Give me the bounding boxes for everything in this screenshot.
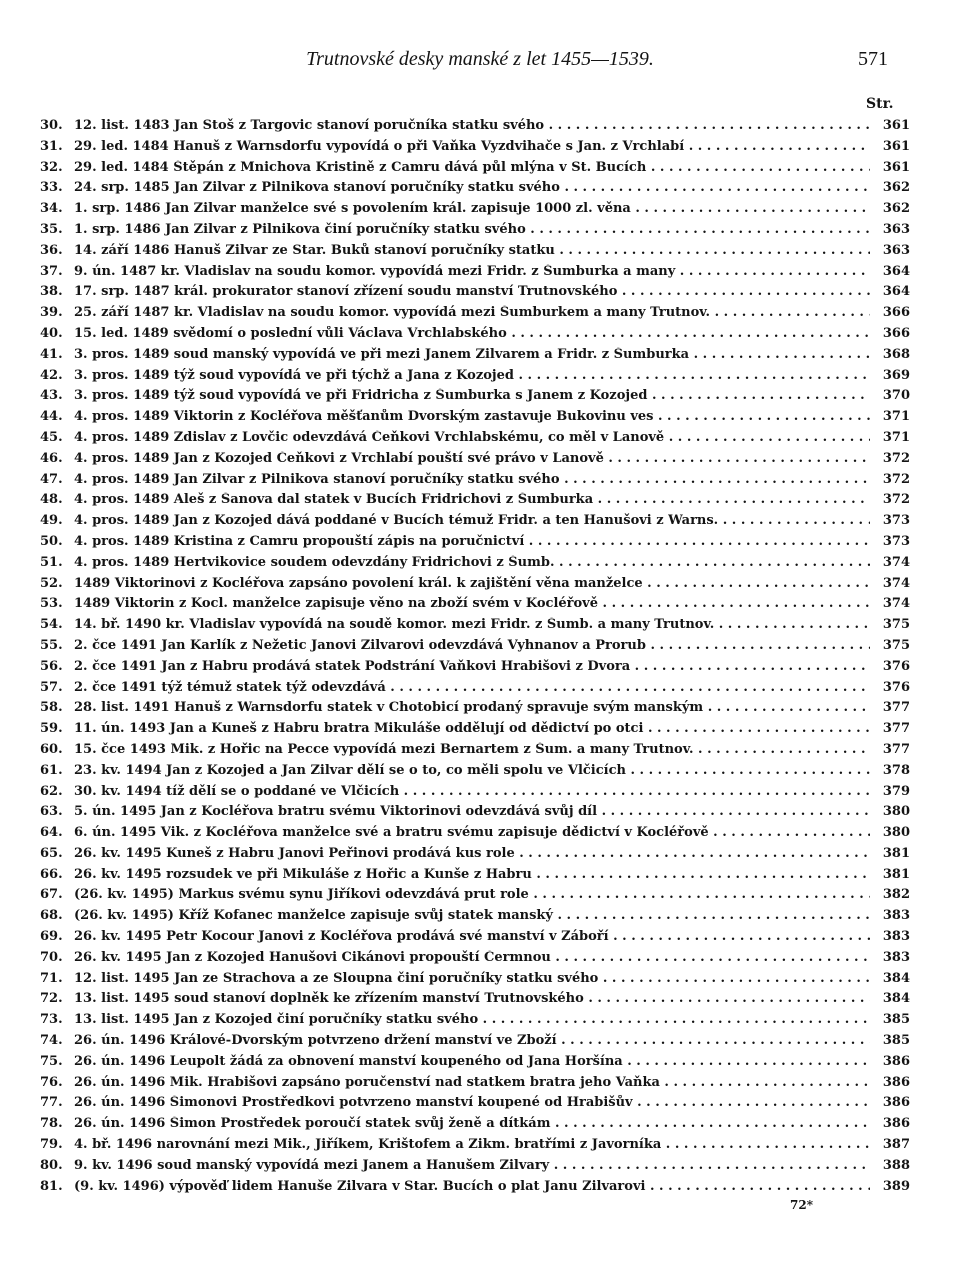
entry-text: 11. ún. 1493 Jan a Kuneš z Habru bratra Mikuláše oddělují od dědictví po otci . . . [74,721,870,736]
entry-row [40,472,910,493]
entry-row [40,305,910,326]
entry-page: 361 [882,159,910,175]
entry-row [40,118,910,139]
entry-text: 30. kv. 1494 tíž dělí se o poddané ve Vlčicích . . . [74,784,870,799]
entry-list [40,118,910,1199]
entry-row [40,492,910,513]
entry-number: 79. [40,1137,63,1153]
entry-row [40,1012,910,1033]
entry-row [40,388,910,409]
entry-number: 47. [40,471,63,487]
entry-number: 38. [40,284,63,300]
entry-text: 26. ún. 1496 Šimonovi Prostředkovi potvrzeno manství koupené od Hrabišův . . . [74,1095,870,1110]
entry-text: 3. pros. 1489 soud manský vypovídá ve při mezi Janem Zilvarem a Fridr. z Šumburka . . . [74,347,870,362]
entry-text: (9. kv. 1496) výpověď lidem Hanuše Zilvara v Star. Bucích o plat Janu Zilvarovi . . . [74,1179,870,1194]
entry-text: (26. kv. 1495) Markus svému synu Jiříkovi odevzdává prut role . . . [74,887,870,902]
entry-row [40,1033,910,1054]
entry-row [40,1095,910,1116]
entry-number: 74. [40,1033,63,1049]
entry-text: 13. list. 1495 soud stanoví doplněk ke zřízením manství Trutnovského . . . [74,991,870,1006]
entry-row [40,1179,910,1200]
entry-number: 81. [40,1178,63,1194]
entry-row [40,784,910,805]
entry-text: 1. srp. 1486 Jan Zilvar z Pilnikova činí poručníky statku svého . . . [74,222,870,237]
entry-number: 31. [40,138,63,154]
page-header-title: Trutnovské desky manské z let 1455—1539. [306,48,654,70]
entry-number: 70. [40,949,63,965]
entry-page: 386 [882,1116,910,1132]
entry-page: 375 [882,617,910,633]
entry-number: 67. [40,887,63,903]
entry-text: 4. pros. 1489 Hertvikovice soudem odevzdány Fridrichovi z Šumb. . . . [74,555,870,570]
entry-text: 12. list. 1495 Jan ze Strachova a ze Sloupna činí poručníky statku svého . . . [74,971,870,986]
entry-page: 377 [882,700,910,716]
entry-text: 23. kv. 1494 Jan z Kozojed a Jan Zilvar dělí se o to, co měli spolu ve Vlčicích . . . [74,763,870,778]
entry-page: 372 [882,471,910,487]
entry-page: 384 [882,991,910,1007]
entry-number: 51. [40,554,63,570]
entry-page: 383 [882,908,910,924]
entry-row [40,929,910,950]
entry-row [40,825,910,846]
entry-number: 62. [40,783,63,799]
entry-number: 41. [40,346,63,362]
entry-page: 364 [882,284,910,300]
entry-page: 376 [882,679,910,695]
entry-page: 385 [882,1033,910,1049]
entry-row [40,804,910,825]
entry-text: 6. ún. 1495 Vik. z Kocléřova manželce své a bratru svému zapisuje dědictví v Kocléřově . . . [74,825,870,840]
entry-row [40,991,910,1012]
entry-page: 381 [882,866,910,882]
entry-number: 71. [40,970,63,986]
entry-row [40,534,910,555]
entry-text: 4. pros. 1489 Zdislav z Lovčic odevzdává Čeňkovi Vrchlabskému, co měl v Lanově . . . [74,430,870,445]
entry-page: 374 [882,596,910,612]
entry-text: 26. kv. 1495 Jan z Kozojed Hanušovi Cikánovi propouští Čermnou . . . [74,950,870,965]
entry-text: 1. srp. 1486 Jan Zilvar manželce své s povolením král. zapisuje 1000 zl. věna . . . [74,201,870,216]
entry-row [40,680,910,701]
entry-row [40,222,910,243]
entry-text: 28. list. 1491 Hanuš z Warnsdorfu statek v Chotobicí prodaný spravuje svým manským . . . [74,700,870,715]
entry-page: 366 [882,305,910,321]
entry-text: 2. čce 1491 Jan z Habru prodává statek Podstrání Vaňkovi Hrabišovi z Dvora . . . [74,659,870,674]
entry-page: 386 [882,1095,910,1111]
entry-page: 363 [882,221,910,237]
entry-number: 45. [40,429,63,445]
entry-row [40,409,910,430]
entry-number: 48. [40,492,63,508]
entry-row [40,638,910,659]
entry-text: 24. srp. 1485 Jan Zilvar z Pilnikova stanoví poručníky statku svého . . . [74,180,870,195]
entry-row [40,368,910,389]
entry-number: 57. [40,679,63,695]
entry-number: 35. [40,221,63,237]
entry-number: 54. [40,617,63,633]
entry-text: 29. led. 1484 Hanuš z Warnsdorfu vypovídá o při Vaňka Vyzdvihače s Jan. z Vrchlabí . . . [74,139,870,154]
entry-row [40,430,910,451]
entry-number: 33. [40,180,63,196]
entry-row [40,1116,910,1137]
entry-text: 4. pros. 1489 Aleš z Šanova dal statek v Bucích Fridrichovi z Šumburka . . . [74,492,870,507]
entry-page: 371 [882,409,910,425]
entry-number: 77. [40,1095,63,1111]
entry-text: 26. ún. 1496 Mik. Hrabišovi zapsáno poručenství nad statkem bratra jeho Vaňka . . . [74,1075,870,1090]
entry-row [40,513,910,534]
entry-page: 377 [882,741,910,757]
entry-row [40,721,910,742]
entry-row [40,763,910,784]
entry-number: 49. [40,513,63,529]
entry-text: 5. ún. 1495 Jan z Kocléřova bratru svému Viktorinovi odevzdává svůj díl . . . [74,804,870,819]
entry-page: 372 [882,492,910,508]
entry-row [40,243,910,264]
entry-text: 4. pros. 1489 Jan z Kozojed Čeňkovi z Vrchlabí pouští své právo v Lanově . . . [74,451,870,466]
entry-text: 25. září 1487 kr. Vladislav na soudu komor. vypovídá mezi Šumburkem a many Trutnov. . . . [74,305,870,320]
entry-number: 37. [40,263,63,279]
entry-text: 9. ún. 1487 kr. Vladislav na soudu komor. vypovídá mezi Fridr. z Šumburka a many . . . [74,264,870,279]
entry-number: 76. [40,1074,63,1090]
entry-page: 383 [882,949,910,965]
entry-number: 43. [40,388,63,404]
entry-number: 46. [40,450,63,466]
entry-page: 369 [882,367,910,383]
entry-text: 26. kv. 1495 Petr Kocour Janovi z Kocléřova prodává své manství v Záboří . . . [74,929,870,944]
entry-page: 375 [882,637,910,653]
entry-number: 61. [40,762,63,778]
entry-text: 17. srp. 1487 král. prokurator stanoví zřízení soudu manství Trutnovského . . . [74,284,870,299]
entry-text: 3. pros. 1489 týž soud vypovídá ve při týchž a Jana z Kozojed . . . [74,368,870,383]
entry-number: 59. [40,721,63,737]
entry-page: 385 [882,1012,910,1028]
entry-number: 66. [40,866,63,882]
entry-row [40,1054,910,1075]
entry-row [40,264,910,285]
entry-text: 26. kv. 1495 Kuneš z Habru Janovi Peřinovi prodává kus role . . . [74,846,870,861]
entry-text: 29. led. 1484 Štěpán z Mnichova Kristině z Camru dává půl mlýna v St. Bucích . . . [74,160,870,175]
entry-text: 14. bř. 1490 kr. Vladislav vypovídá na soudě komor. mezi Fridr. z Šumb. a many Trutnov. . . . [74,617,870,632]
entry-text: (26. kv. 1495) Kříž Kofanec manželce zapisuje svůj statek manský . . . [74,908,870,923]
entry-number: 30. [40,118,63,133]
entry-row [40,908,910,929]
entry-row [40,846,910,867]
entry-text: 1489 Viktorinovi z Kocléřova zapsáno povolení král. k zajištění věna manželce . . . [74,576,870,591]
entry-row [40,139,910,160]
entry-text: 3. pros. 1489 týž soud vypovídá ve při Fridricha z Šumburka s Janem z Kozojed . . . [74,388,870,403]
entry-page: 364 [882,263,910,279]
entry-page: 380 [882,825,910,841]
entry-number: 60. [40,741,63,757]
entry-number: 40. [40,325,63,341]
entry-row [40,659,910,680]
entry-number: 75. [40,1053,63,1069]
entry-page: 377 [882,721,910,737]
entry-number: 44. [40,409,63,425]
entry-text: 2. čce 1491 Jan Karlík z Nežetic Janovi Zilvarovi odevzdává Vyhnanov a Prorub . . . [74,638,870,653]
entry-text: 4. pros. 1489 Kristina z Camru propouští zápis na poručnictví . . . [74,534,870,549]
entry-row [40,326,910,347]
entry-page: 361 [882,138,910,154]
entry-number: 53. [40,596,63,612]
entry-text: 26. ún. 1496 Šimon Prostředek poroučí statek svůj ženě a dítkám . . . [74,1116,870,1131]
entry-page: 376 [882,658,910,674]
entry-page: 370 [882,388,910,404]
entry-page: 373 [882,533,910,549]
entry-number: 80. [40,1157,63,1173]
entry-page: 372 [882,450,910,466]
entry-text: 14. září 1486 Hanuš Zilvar ze Star. Buků stanoví poručníky statku . . . [74,243,870,258]
entry-page: 362 [882,180,910,196]
entry-number: 65. [40,845,63,861]
entry-page: 371 [882,429,910,445]
entry-page: 386 [882,1074,910,1090]
entry-number: 72. [40,991,63,1007]
entry-page: 361 [882,118,910,133]
entry-text: 4. bř. 1496 narovnání mezi Mik., Jiříkem, Krištofem a Zikm. bratřími z Javorníka . . . [74,1137,870,1152]
entry-number: 34. [40,201,63,217]
entry-page: 388 [882,1157,910,1173]
entry-number: 64. [40,825,63,841]
entry-number: 32. [40,159,63,175]
entry-page: 382 [882,887,910,903]
entry-row [40,742,910,763]
entry-page: 362 [882,201,910,217]
entry-page: 386 [882,1053,910,1069]
entry-page: 384 [882,970,910,986]
entry-number: 68. [40,908,63,924]
entry-row [40,617,910,638]
entry-number: 55. [40,637,63,653]
entry-text: 26. kv. 1495 rozsudek ve při Mikuláše z Hořic a Kunše z Habru . . . [74,867,870,882]
entry-text: 4. pros. 1489 Jan Zilvar z Pilnikova stanoví poručníky statku svého . . . [74,472,870,487]
entry-row [40,596,910,617]
entry-page: 387 [882,1137,910,1153]
entry-text: 4. pros. 1489 Jan z Kozojed dává poddané v Bucích témuž Fridr. a ten Hanušovi z Warns. . . . [74,513,870,528]
entry-page: 378 [882,762,910,778]
entry-row [40,576,910,597]
entry-number: 39. [40,305,63,321]
entry-page: 368 [882,346,910,362]
entry-page: 389 [882,1178,910,1194]
entry-page: 374 [882,554,910,570]
entry-row [40,971,910,992]
entry-number: 42. [40,367,63,383]
entry-text: 13. list. 1495 Jan z Kozojed činí poručníky statku svého . . . [74,1012,870,1027]
page-number: 571 [858,48,888,70]
entry-number: 73. [40,1012,63,1028]
entry-number: 56. [40,658,63,674]
entry-row [40,1137,910,1158]
entry-text: 15. čce 1493 Mik. z Hořic na Pecce vypovídá mezi Bernartem z Šum. a many Trutnov. . . . [74,742,870,757]
entry-row [40,887,910,908]
entry-row [40,950,910,971]
entry-row [40,700,910,721]
entry-number: 58. [40,700,63,716]
entry-row [40,1075,910,1096]
entry-page: 379 [882,783,910,799]
entry-number: 36. [40,242,63,258]
printer-signature: 72* [790,1198,813,1212]
entry-number: 50. [40,533,63,549]
entry-number: 52. [40,575,63,591]
entry-number: 69. [40,929,63,945]
entry-number: 63. [40,804,63,820]
page-column-label: Str. [866,96,894,112]
entry-text: 4. pros. 1489 Viktorin z Kocléřova měšťanům Dvorským zastavuje Bukovinu ves . . . [74,409,870,424]
entry-page: 383 [882,929,910,945]
entry-page: 373 [882,513,910,529]
entry-row [40,201,910,222]
entry-page: 363 [882,242,910,258]
entry-page: 381 [882,845,910,861]
entry-page: 380 [882,804,910,820]
entry-text: 2. čce 1491 týž témuž statek týž odevzdává . . . [74,680,870,695]
entry-row [40,451,910,472]
entry-text: 1489 Viktorin z Kocl. manželce zapisuje věno na zboží svém v Kocléřově . . . [74,596,870,611]
entry-page: 366 [882,325,910,341]
entry-row [40,347,910,368]
entry-row [40,284,910,305]
entry-page: 374 [882,575,910,591]
entry-row [40,160,910,181]
entry-text: 15. led. 1489 svědomí o poslední vůli Václava Vrchlabského . . . [74,326,870,341]
entry-text: 26. ún. 1496 Leupolt žádá za obnovení manství koupeného od Jana Horšína . . . [74,1054,870,1069]
entry-row [40,180,910,201]
entry-text: 26. ún. 1496 Králové-Dvorským potvrzeno držení manství ve Zboží . . . [74,1033,870,1048]
entry-number: 78. [40,1116,63,1132]
entry-row [40,867,910,888]
entry-text: 9. kv. 1496 soud manský vypovídá mezi Janem a Hanušem Zilvary . . . [74,1158,870,1173]
entry-row [40,555,910,576]
entry-text: 12. list. 1483 Jan Stoš z Targovic stanoví poručníka statku svého . . . [74,118,870,133]
entry-row [40,1158,910,1179]
